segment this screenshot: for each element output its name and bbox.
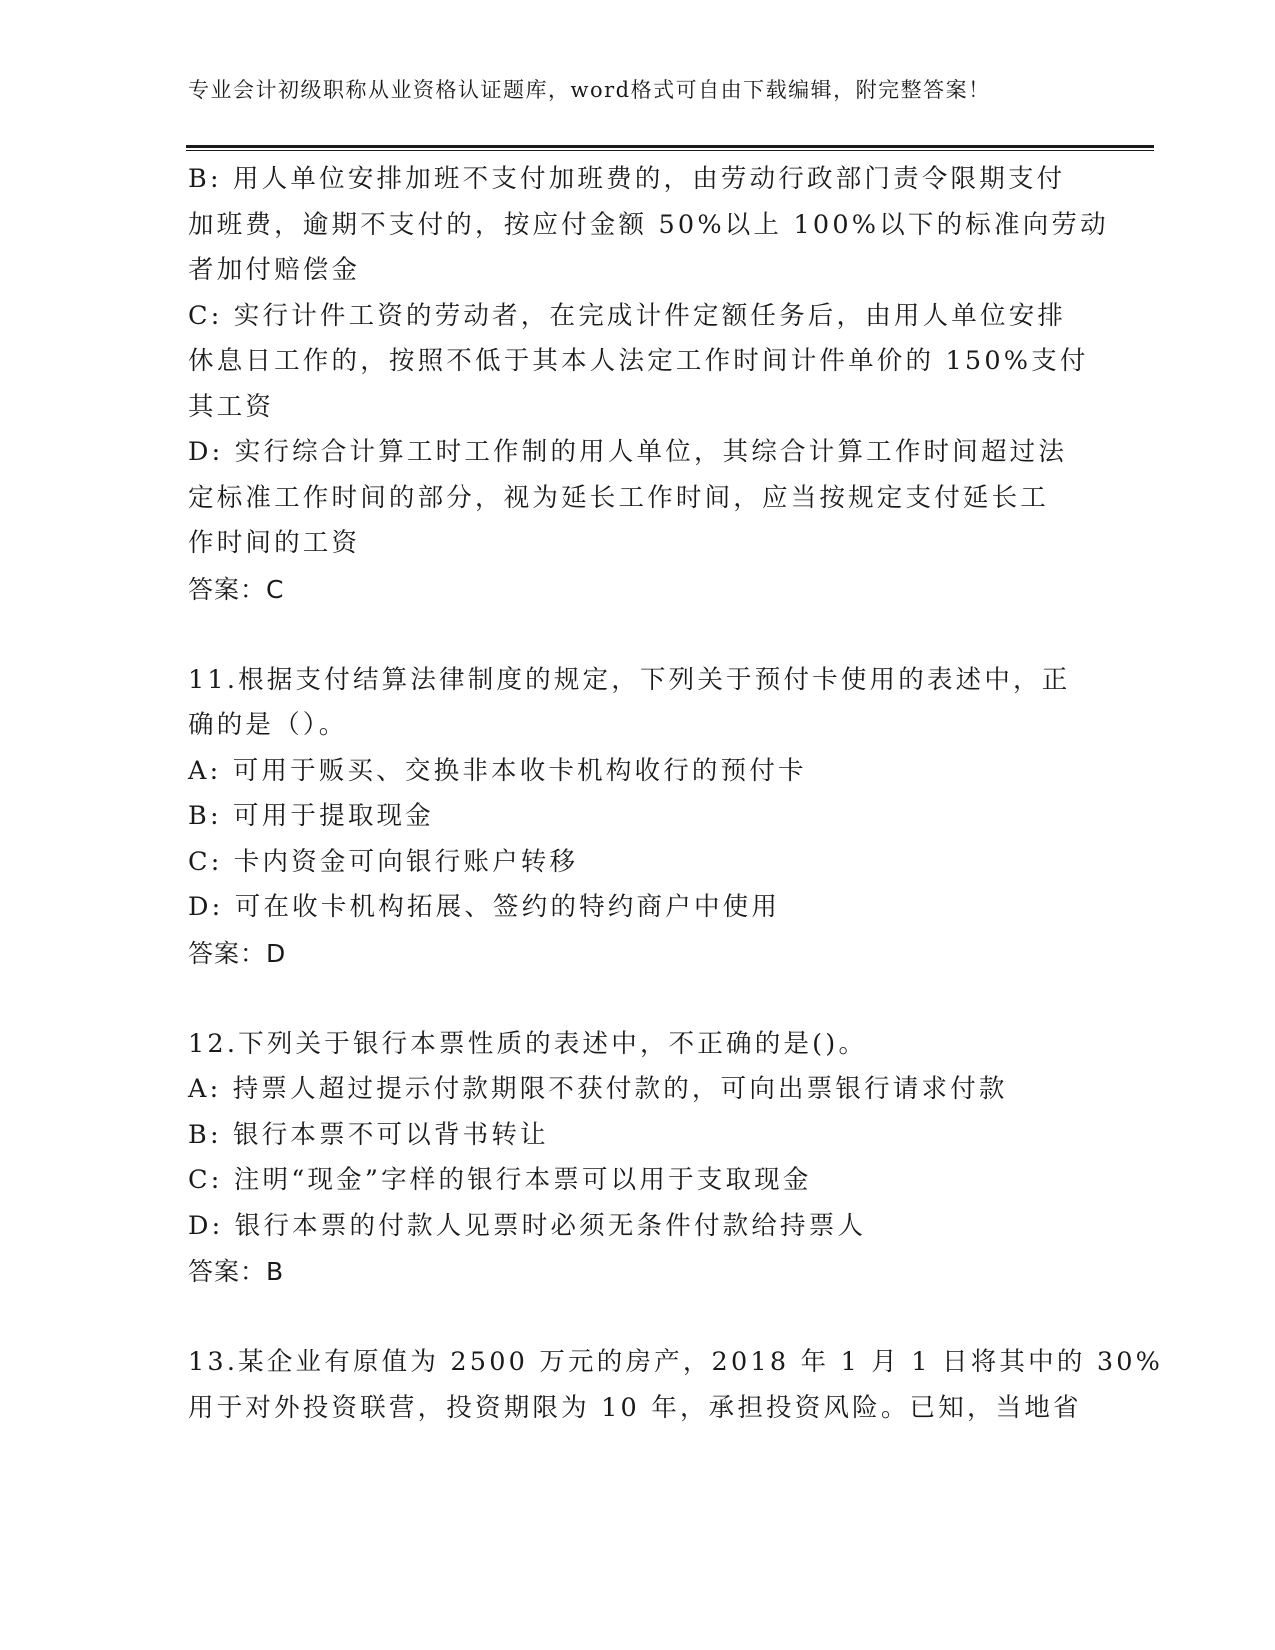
question-stem-line: 12.下列关于银行本票性质的表述中，不正确的是()。 bbox=[188, 1028, 868, 1059]
option-b-line: 加班费，逾期不支付的，按应付金额 50%以上 100%以下的标准向劳动 bbox=[188, 209, 1109, 240]
question-stem-line: 13.某企业有原值为 2500 万元的房产，2018 年 1 月 1 日将其中的 30% bbox=[188, 1347, 1164, 1377]
option-b-line: B: 可用于提取现金 bbox=[188, 801, 434, 831]
spacer bbox=[188, 1295, 1088, 1341]
option-a-line: A: 可用于贩买、交换非本收卡机构收行的预付卡 bbox=[188, 755, 807, 786]
option-d-line: D: 实行综合计算工时工作制的用人单位，其综合计算工作时间超过法 bbox=[188, 437, 1068, 467]
option-d-line: 作时间的工资 bbox=[188, 528, 361, 558]
option-b-line: 者加付赔偿金 bbox=[188, 255, 361, 285]
option-d-line: 定标准工作时间的部分，视为延长工作时间，应当按规定支付延长工 bbox=[188, 482, 1050, 513]
option-d-line: D: 可在收卡机构拓展、签约的特约商户中使用 bbox=[188, 892, 781, 922]
answer-12: 答案：B bbox=[188, 1257, 285, 1286]
question-13-block bbox=[188, 1340, 1164, 1431]
option-b-line: B: 银行本票不可以背书转让 bbox=[188, 1119, 549, 1150]
question-stem-line: 确的是（）。 bbox=[188, 710, 348, 740]
header-rule-thin bbox=[186, 150, 1154, 151]
answer-11: 答案：D bbox=[188, 938, 287, 968]
option-b-line: B: 用人单位安排加班不支付加班费的，由劳动行政部门责令限期支付 bbox=[188, 164, 1066, 194]
header-rule-thick bbox=[186, 145, 1154, 148]
option-a-line: A: 持票人超过提示付款期限不获付款的，可向出票银行请求付款 bbox=[188, 1074, 1008, 1104]
question-11-block bbox=[188, 658, 1088, 977]
document-body bbox=[188, 157, 1164, 1431]
option-d-line: D: 银行本票的付款人见票时必须无条件付款给持票人 bbox=[188, 1210, 867, 1241]
spacer bbox=[188, 612, 1088, 658]
option-c-line: 休息日工作的，按照不低于其本人法定工作时间计件单价的 150%支付 bbox=[188, 346, 1089, 376]
question-12-block bbox=[188, 1022, 1088, 1295]
option-c-line: C: 注明“现金”字样的银行本票可以用于支取现金 bbox=[188, 1165, 812, 1195]
option-c-line: 其工资 bbox=[188, 391, 275, 422]
question-10-block bbox=[188, 157, 1109, 612]
option-c-line: C: 实行计件工资的劳动者，在完成计件定额任务后，由用人单位安排 bbox=[188, 300, 1067, 331]
answer-10: 答案：C bbox=[188, 574, 285, 604]
page-header: 专业会计初级职称从业资格认证题库，word格式可自由下载编辑，附完整答案！ bbox=[188, 78, 991, 102]
question-stem-line: 用于对外投资联营，投资期限为 10 年，承担投资风险。已知，当地省 bbox=[188, 1392, 1082, 1423]
question-stem-line: 11.根据支付结算法律制度的规定，下列关于预付卡使用的表述中，正 bbox=[188, 664, 1071, 695]
option-c-line: C: 卡内资金可向银行账户转移 bbox=[188, 846, 579, 877]
spacer bbox=[188, 976, 1088, 1022]
